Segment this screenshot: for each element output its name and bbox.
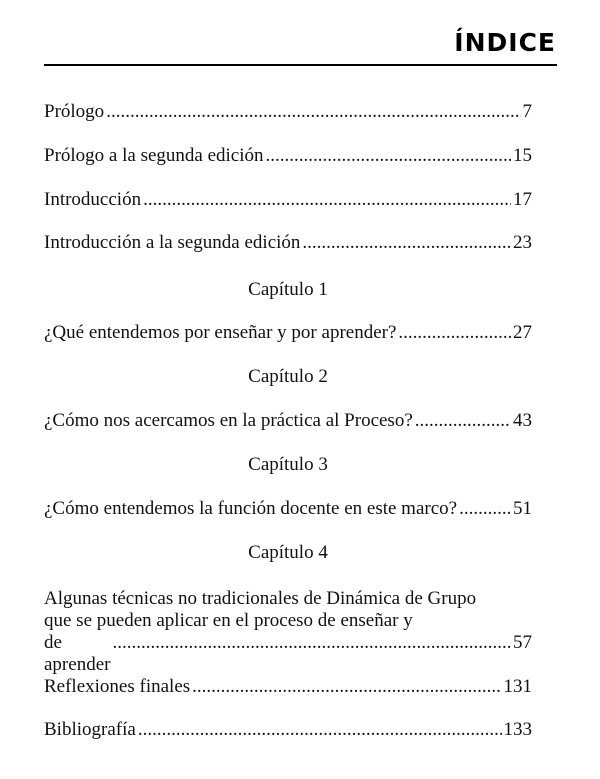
- toc-entry-page: 133: [503, 719, 532, 740]
- toc-entry-page: 17: [513, 189, 532, 210]
- toc-entry-chapter-1: [44, 322, 532, 344]
- toc-entry-title: Reflexiones finales: [44, 676, 191, 697]
- toc-entry-prologo-segunda: [44, 145, 532, 167]
- toc-entry-chapter-2: [44, 410, 532, 432]
- toc-entry-page: 43: [513, 410, 532, 431]
- heading-rule: [44, 64, 557, 66]
- toc-entry-page: 57: [513, 632, 532, 653]
- chapter-heading-2: Capítulo 2: [248, 366, 328, 387]
- toc-entry-page: 131: [503, 676, 532, 697]
- dot-leader: [398, 322, 511, 344]
- toc-entry-title: ¿Cómo nos acercamos en la práctica al Proceso?: [44, 410, 413, 431]
- dot-leader: [192, 676, 501, 698]
- toc-entry-title: Bibliografía: [44, 719, 136, 740]
- dot-leader: [415, 410, 511, 432]
- toc-entry-title: Introducción a la segunda edición: [44, 232, 301, 253]
- toc-entry-title-line: de aprender: [44, 632, 111, 675]
- dot-leader: [302, 232, 511, 254]
- toc-entry-reflexiones: [44, 676, 532, 698]
- chapter-heading-3: Capítulo 3: [248, 454, 328, 475]
- toc-entry-title: Prólogo a la segunda edición: [44, 145, 264, 166]
- toc-entry-chapter-3: [44, 498, 532, 520]
- toc-entry-title: ¿Qué entendemos por enseñar y por aprender?: [44, 322, 397, 343]
- dot-leader: [143, 189, 511, 211]
- toc-entry-title: Introducción: [44, 189, 142, 210]
- toc-entry-page: 27: [513, 322, 532, 343]
- chapter-heading-4: Capítulo 4: [248, 542, 328, 563]
- toc-entry-introduccion-segunda: [44, 232, 532, 254]
- toc-entry-page: 15: [513, 145, 532, 166]
- toc-entry-last-line: [44, 632, 532, 676]
- toc-entry-introduccion: [44, 189, 532, 211]
- dot-leader: [459, 498, 511, 520]
- toc-entry-page: 23: [513, 232, 532, 253]
- dot-leader: [266, 145, 511, 167]
- toc-entry-title: Prólogo: [44, 101, 105, 122]
- chapter-heading-1: Capítulo 1: [248, 279, 328, 300]
- dot-leader: [112, 632, 511, 654]
- toc-entry-chapter-4: [44, 588, 532, 676]
- toc-entry-title-line: Algunas técnicas no tradicionales de Dinámica de Grupo: [44, 588, 477, 609]
- toc-entry-title: ¿Cómo entendemos la función docente en este marco?: [44, 498, 458, 519]
- toc-entry-bibliografia: [44, 719, 532, 741]
- dot-leader: [106, 101, 520, 123]
- toc-entry-page: 51: [513, 498, 532, 519]
- page-heading: ÍNDICE: [454, 28, 556, 57]
- toc-entry-page: 7: [522, 101, 532, 122]
- dot-leader: [138, 719, 502, 741]
- toc-entry-title-line: que se pueden aplicar en el proceso de enseñar y: [44, 610, 413, 631]
- toc-entry-prologo: [44, 101, 532, 123]
